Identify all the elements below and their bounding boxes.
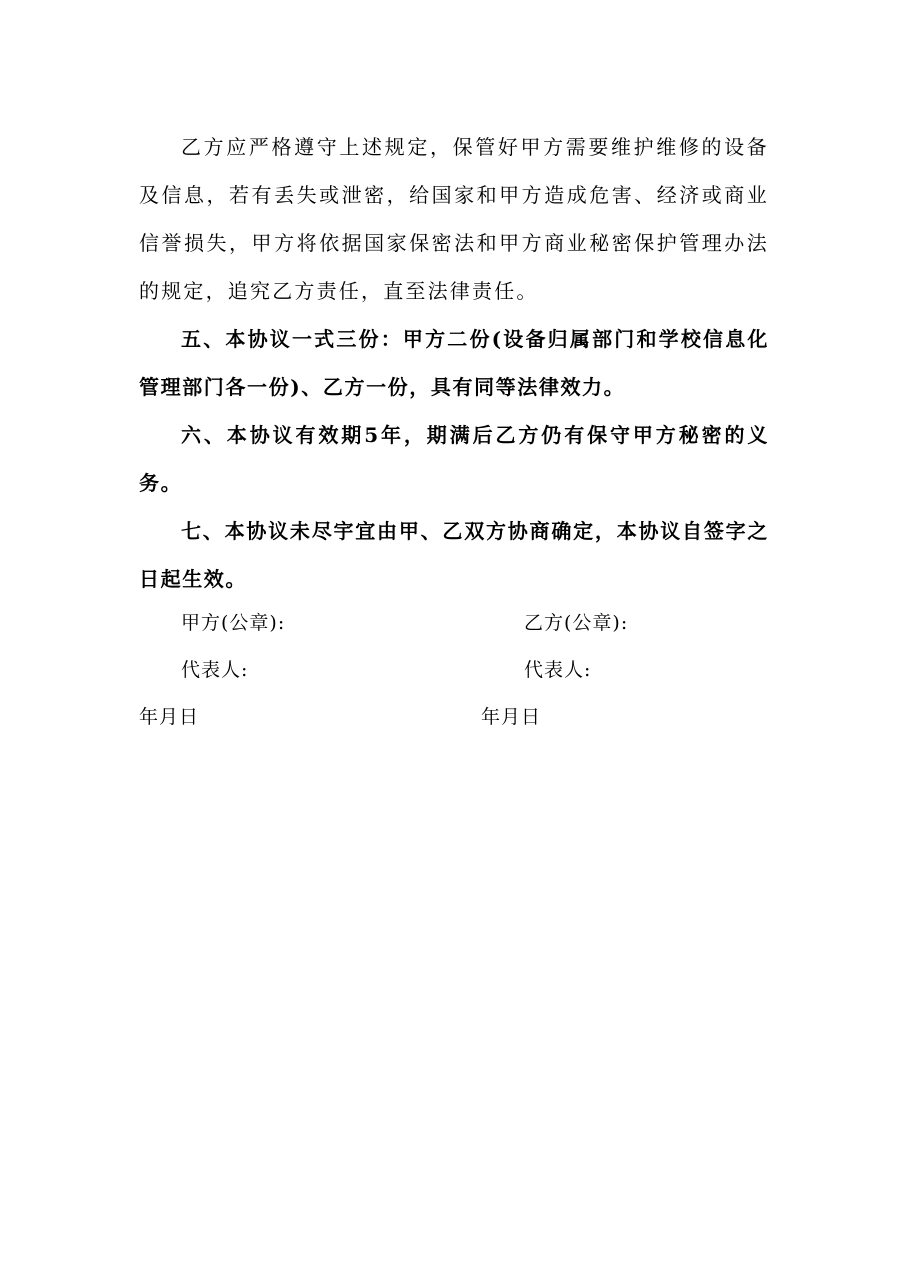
party-b-seal-label: 乙方(公章):: [524, 612, 629, 634]
paragraph-clause-six: 六、本协议有效期5年，期满后乙方仍有保守甲方秘密的义务。: [139, 423, 769, 495]
party-b-date-label: 年月日: [481, 706, 542, 728]
paragraph-clause-five: 五、本协议一式三份：甲方二份(设备归属部门和学校信息化管理部门各一份)、乙方一份，具有同等法律效力。: [139, 327, 769, 399]
party-a-seal-label: 甲方(公章):: [181, 612, 286, 634]
party-b-representative-label: 代表人:: [524, 659, 592, 681]
paragraph-clause-seven: 七、本协议未尽宇宜由甲、乙双方协商确定，本协议自签字之日起生效。: [139, 519, 769, 591]
party-a-representative-label: 代表人:: [181, 659, 249, 681]
party-a-date-label: 年月日: [139, 706, 200, 728]
paragraph-confidentiality-liability: 乙方应严格遵守上述规定，保管好甲方需要维护维修的设备及信息，若有丢失或泄密，给国家和甲方造成危害、经济或商业信誉损失，甲方将依据国家保密法和甲方商业秘密保护管理办法的规定，追究乙方责任，直至法律责任。: [139, 135, 769, 303]
